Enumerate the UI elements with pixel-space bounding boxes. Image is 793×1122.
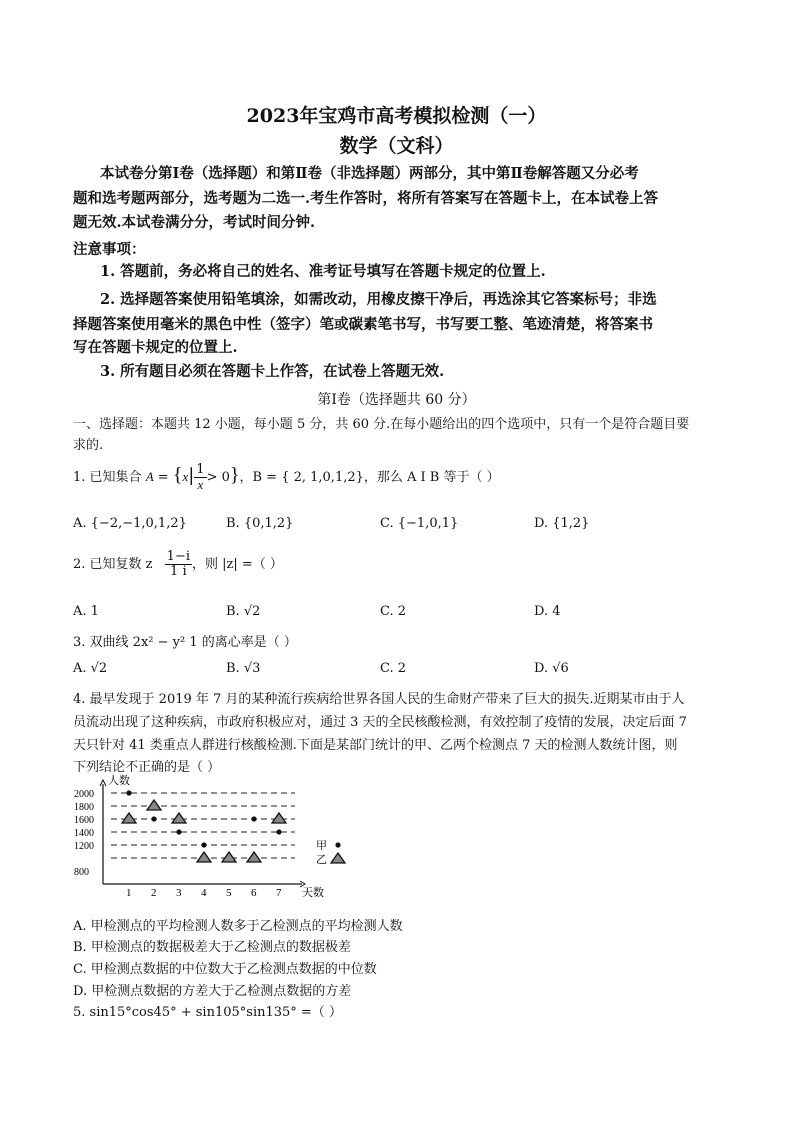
q2-option-c[interactable]: C. 2 [380,604,407,619]
y-tick-label: 1800 [74,802,94,813]
q2-prefix: 2. 已知复数 z [73,557,153,572]
question-5: 5. sin15°cos45° + sin105°sin135° =（ ） [73,1005,342,1020]
q1-prefix: 1. 已知集合 [73,470,142,485]
series-yi-point [122,813,136,823]
q1-set-b: ，B = { 2, 1,0,1,2} [239,470,364,485]
part1-instruction-1: 一、选择题：本题共 12 小题，每小题 5 分，共 60 分.在每小题给出的四个选项中，只有一个是符合题目要 [73,417,690,432]
question-1 [73,460,500,493]
legend-label: 乙 [316,854,327,866]
q1-bar: | [188,465,195,486]
q1-fraction [194,463,206,492]
notes-heading: 注意事项： [73,241,146,258]
x-tick-label: 5 [226,887,232,899]
legend-label: 甲 [316,840,327,852]
y-axis-label: 人数 [108,775,130,787]
q1-set-a-eq: = [157,470,169,485]
q1-option-d[interactable]: D. {1,2} [534,516,590,531]
q1-frac-num: 1 [196,462,205,477]
q1-option-a[interactable]: A. {−2,−1,0,1,2} [73,516,187,531]
q2-option-d[interactable]: D. 4 [534,604,561,619]
q4-option-b[interactable]: B. 甲检测点的数据极差大于乙检测点的数据极差 [73,940,351,955]
exam-title: 2023年宝鸡市高考模拟检测（一） [246,105,547,127]
note-2-line-2: 择题答案使用毫米的黑色中性（签字）笔或碳素笔书写，书写要工整、笔迹清楚，将答案书 [73,316,653,333]
question-4-line-3: 天只针对 41 类重点人群进行核酸检测.下面是某部门统计的甲、乙两个检测点 7 天的检测人数统计图，则 [73,738,678,753]
y-tick-label: 800 [74,867,89,878]
q2-option-b[interactable]: B. √2 [226,604,261,619]
q1-set-a-var: A [145,469,154,484]
question-4-line-4: 下列结论不正确的是（ ） [73,760,221,775]
x-tick-label: 1 [126,887,132,899]
part1-heading: 第Ⅰ卷（选择题共 60 分） [317,392,476,408]
y-tick-label: 1600 [74,815,94,826]
q2-suffix: ，则 |z| =（ ） [192,557,283,572]
q1-set-a-cond: > 0 [206,470,230,485]
q1-frac-den: x [197,477,204,492]
q3-option-d[interactable]: D. √6 [534,661,569,676]
chart-gridlines [111,793,295,858]
series-yi-point [197,852,211,862]
note-2-line-3: 写在答题卡规定的位置上. [73,339,238,356]
q1-option-b[interactable]: B. {0,1,2} [226,516,294,531]
q3-option-b[interactable]: B. √3 [226,661,261,676]
q3-option-c[interactable]: C. 2 [380,661,407,676]
note-1: 1. 答题前，务必将自己的姓名、准考证号填写在答题卡规定的位置上. [100,263,546,280]
x-axis-label: 天数 [302,887,324,899]
x-tick-label: 4 [201,887,207,899]
series-jia-point [251,816,256,821]
q2-fraction [165,550,192,579]
legend-dot-marker [335,842,340,847]
question-4-line-2: 员流动出现了这种疾病，市政府积极应对，通过 3 天的全民核酸检测，有效控制了疫情的发展，决定后面 7 [73,715,687,730]
intro-line-2: 题和选考题两部分，选考题为二选一.考生作答时，将所有答案写在答题卡上，在本试卷上答 [73,190,659,207]
question-4-line-1: 4. 最早发现于 2019 年 7 月的某种流行疾病给世界各国人民的生命财产带来了巨大的损失.近期某市由于人 [73,692,685,707]
exam-subtitle: 数学（文科） [339,135,454,157]
series-yi-point [272,813,286,823]
q4-option-a[interactable]: A. 甲检测点的平均检测人数多于乙检测点的平均检测人数 [73,919,403,934]
series-yi-point [147,800,161,810]
question-3: 3. 双曲线 2x² − y² 1 的离心率是（ ） [73,635,297,650]
x-tick-label: 6 [251,887,257,899]
q2-frac-num: 1−i [166,549,190,564]
note-3: 3. 所有题目必须在答题卡上作答，在试卷上答题无效. [100,363,445,380]
series-yi-point [247,852,261,862]
q1-right-brace: } [229,464,240,486]
x-tick-label: 3 [176,887,182,899]
q2-option-a[interactable]: A. 1 [73,604,99,619]
legend-triangle-marker [331,853,345,863]
y-tick-label: 1200 [74,841,94,852]
series-jia-point [176,829,181,834]
series-yi-point [172,813,186,823]
q4-option-d[interactable]: D. 甲检测点数据的方差大于乙检测点数据的方差 [73,984,352,999]
detection-chart [70,772,360,910]
y-tick-label: 1400 [74,828,94,839]
q3-option-a[interactable]: A. √2 [73,661,108,676]
question-2 [73,550,283,580]
series-jia-point [276,829,281,834]
q1-left-brace: { [172,464,183,486]
q2-frac-den: 1 i [170,564,187,579]
note-2-line-1: 2. 选择题答案使用铅笔填涂，如需改动，用橡皮擦干净后，再选涂其它答案标号；非选 [100,291,657,308]
intro-line-1: 本试卷分第Ⅰ卷（选择题）和第Ⅱ卷（非选择题）两部分，其中第Ⅱ卷解答题又分必考 [100,165,639,182]
q4-option-c[interactable]: C. 甲检测点数据的中位数大于乙检测点数据的中位数 [73,962,377,977]
q1-suffix: ，那么 A I B 等于（ ） [363,470,500,485]
x-tick-label: 2 [151,887,157,899]
q1-option-c[interactable]: C. {−1,0,1} [380,516,459,531]
part1-instruction-2: 求的. [73,438,104,453]
intro-line-3: 题无效.本试卷满分分，考试时间分钟. [73,214,316,231]
x-tick-label: 7 [276,887,282,899]
series-yi-point [222,852,236,862]
series-jia-point [151,816,156,821]
q1-set-a-x: x [182,469,189,484]
series-jia-point [201,842,206,847]
y-tick-label: 2000 [74,789,94,800]
series-jia-point [126,790,131,795]
